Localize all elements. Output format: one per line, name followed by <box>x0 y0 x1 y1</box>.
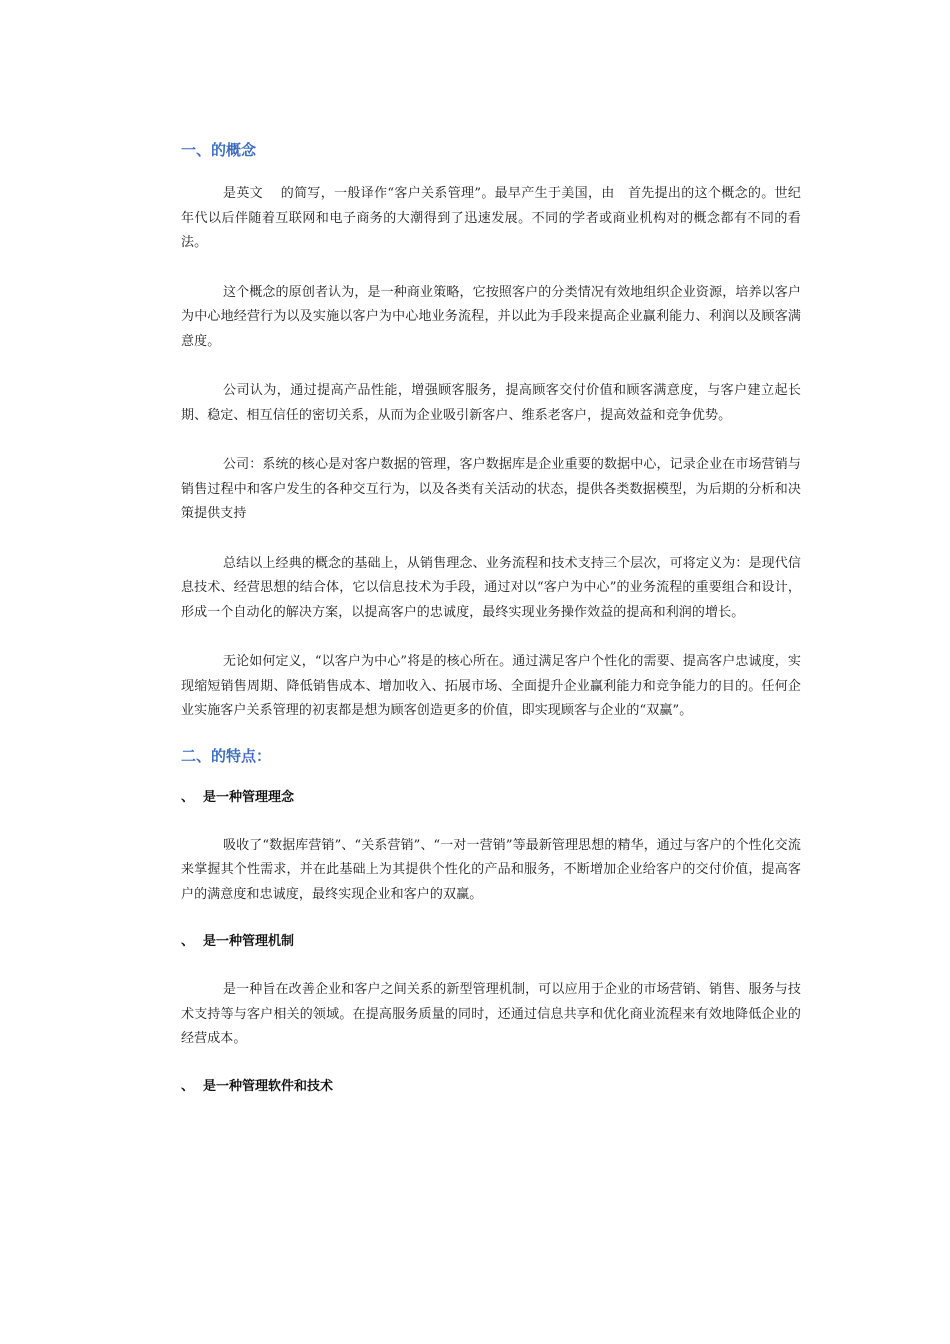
section-2-title: 二、的特点： <box>181 746 272 765</box>
paragraph: 公司认为，通过提高产品性能，增强顾客服务，提高顾客交付价值和顾客满意度，与客户建立起长期、稳定、相互信任的密切关系，从而为企业吸引新客户、维系老客户，提高效益和竞争优势。 <box>181 383 801 423</box>
feature-heading: 、 是一种管理软件和技术 <box>181 1078 334 1094</box>
feature-heading: 、 是一种管理理念 <box>181 789 295 805</box>
paragraph: 是英文 的简写，一般译作“客户关系管理”。最早产生于美国，由 首先提出的这个概念的。世纪年代以后伴随着互联网和电子商务的大潮得到了迅速发展。不同的学者或商业机构对的概念都有不同的看法。 <box>181 186 801 250</box>
paragraph: 总结以上经典的概念的基础上，从销售理念、业务流程和技术支持三个层次，可将定义为：是现代信息技术、经营思想的结合体，它以信息技术为手段，通过对以“客户为中心”的业务流程的重要组合和设计，形成一个自动化的解决方案，以提高客户的忠诚度，最终实现业务操作效益的提高和利润的增长。 <box>181 555 801 620</box>
document-body <box>181 140 801 1123</box>
feature-heading: 、 是一种管理机制 <box>181 934 295 949</box>
feature-text: 吸收了“数据库营销”、“关系营销”、“一对一营销”等最新管理思想的精华，通过与客户的个性化交流来掌握其个性需求，并在此基础上为其提供个性化的产品和服务，不断增加企业给客户的交付价值，提高客户的满意度和忠诚度，最终实现企业和客户的双赢。 <box>181 837 801 902</box>
section-1-title: 一、的概念 <box>181 141 257 159</box>
paragraph: 这个概念的原创者认为，是一种商业策略，它按照客户的分类情况有效地组织企业资源，培养以客户为中心地经营行为以及实施以客户为中心地业务流程，并以此为手段来提高企业赢利能力、利润以及顾客满意度。 <box>181 284 801 349</box>
paragraph: 无论如何定义，“以客户为中心”将是的核心所在。通过满足客户个性化的需要、提高客户忠诚度，实现缩短销售周期、降低销售成本、增加收入、拓展市场、全面提升企业赢利能力和竞争能力的目的。任何企业实施客户关系管理的初衷都是想为顾客创造更多的价值，即实现顾客与企业的“双赢”。 <box>181 654 801 718</box>
paragraph: 公司：系统的核心是对客户数据的管理，客户数据库是企业重要的数据中心，记录企业在市场营销与销售过程中和客户发生的各种交互行为，以及各类有关活动的状态，提供各类数据模型，为后期的分析和决策提供支持 <box>181 457 801 521</box>
feature-text: 是一种旨在改善企业和客户之间关系的新型管理机制，可以应用于企业的市场营销、销售、服务与技术支持等与客户相关的领域。在提高服务质量的同时，还通过信息共享和优化商业流程来有效地降低企业的经营成本。 <box>181 982 801 1046</box>
